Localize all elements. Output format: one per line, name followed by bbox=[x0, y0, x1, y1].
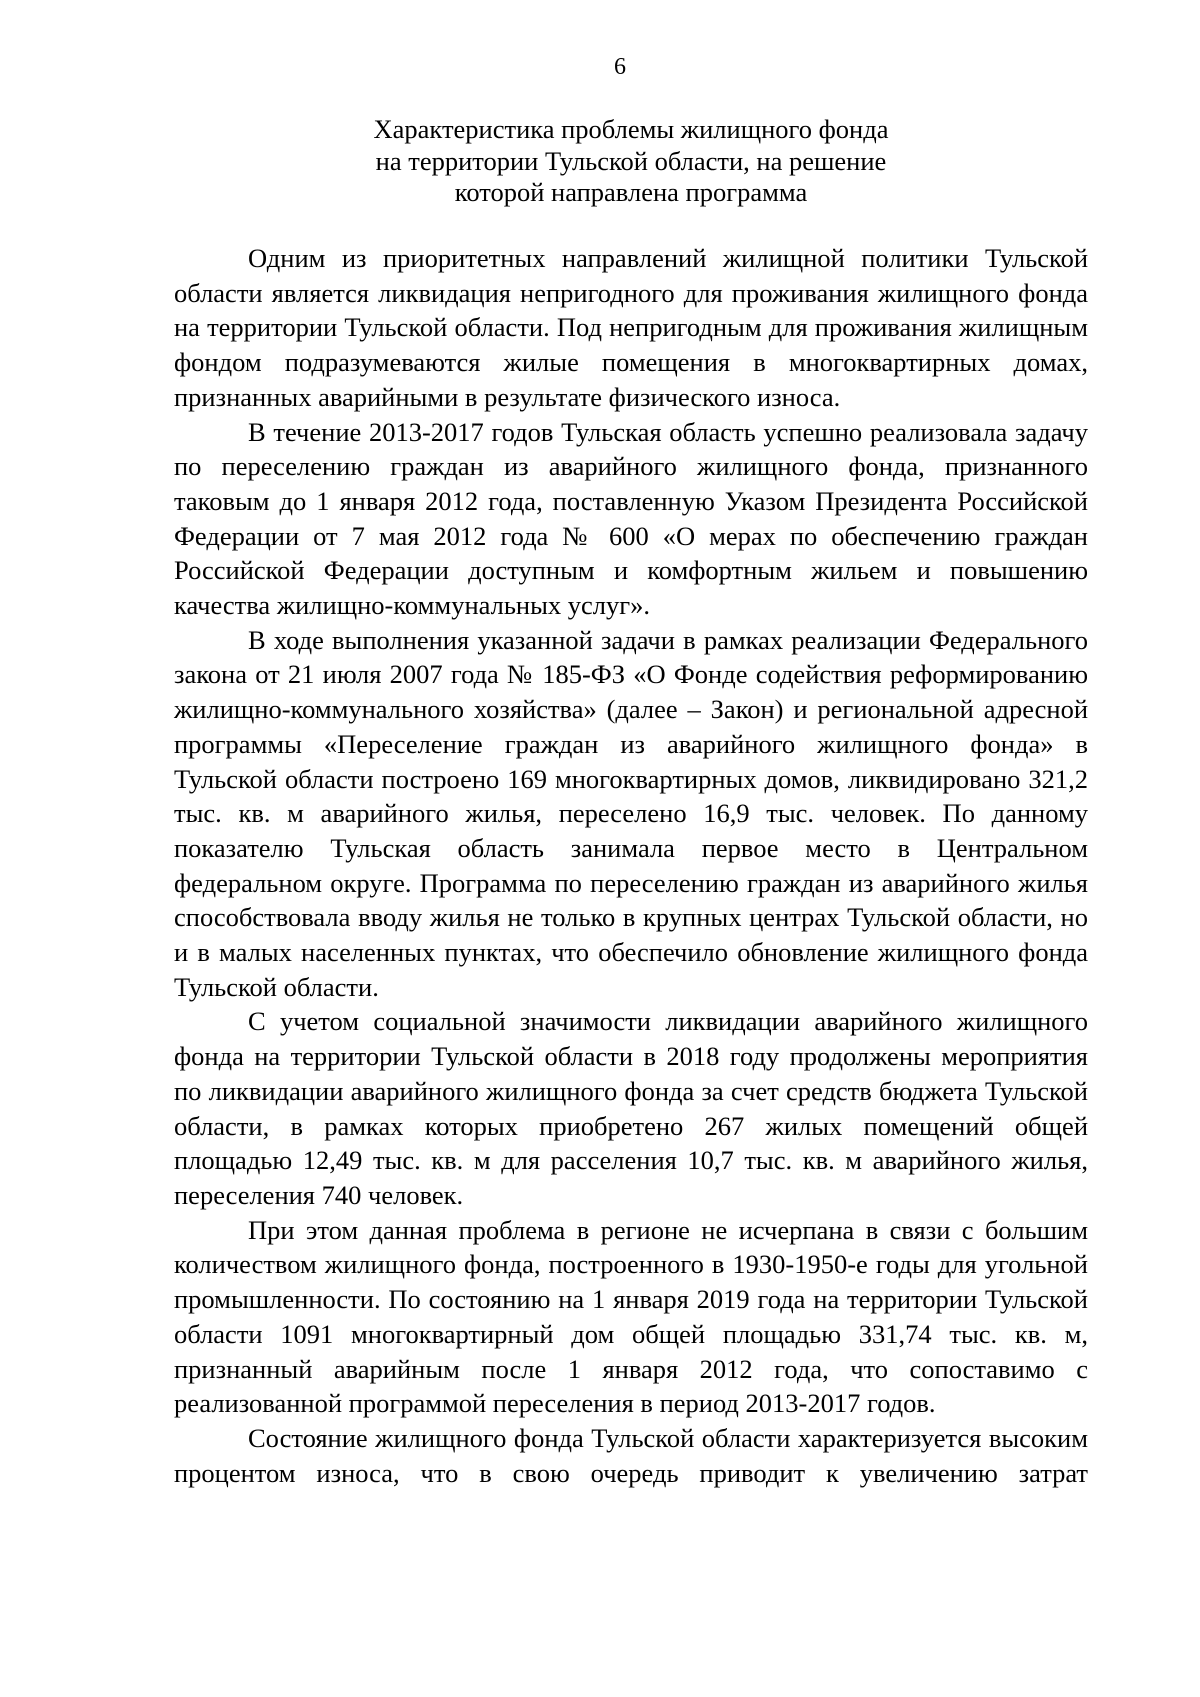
paragraph: С учетом социальной значимости ликвидации аварийного жилищного фонда на территории Тульской области в 2018 году продолжены мероприятия по ликвидации аварийного жилищного фонда за счет средств бюджета Тульской области, в рамках которых приобретено 267 жилых помещений общей площадью 12,49 тыс. кв. м для расселения 10,7 тыс. кв. м аварийного жилья, переселения 740 человек. bbox=[174, 1006, 1088, 1210]
heading-line: которой направлена программа bbox=[454, 177, 808, 207]
paragraph: Одним из приоритетных направлений жилищной политики Тульской области является ликвидация непригодного для проживания жилищного фонда на территории Тульской области. Под непригодным для проживания жилищным фондом подразумеваются жилые помещения в многоквартирных домах, признанных аварийными в результате физического износа. bbox=[174, 243, 1088, 412]
section-heading bbox=[174, 114, 1088, 209]
heading-line: Характеристика проблемы жилищного фонда bbox=[373, 114, 889, 144]
paragraph: Состояние жилищного фонда Тульской области характеризуется высоким процентом износа, что в свою очередь приводит к увеличению затрат bbox=[174, 1422, 1088, 1488]
body-text bbox=[174, 241, 1088, 1490]
heading-line: на территории Тульской области, на решение bbox=[375, 145, 887, 176]
paragraph: При этом данная проблема в регионе не исчерпана в связи с большим количеством жилищного фонда, построенного в 1930-1950-е годы для угольной промышленности. По состоянию на 1 января 2019 года на территории Тульской области 1091 многоквартирный дом общей площадью 331,74 тыс. кв. м, признанный аварийным после 1 января 2012 года, что сопоставимо с реализованной программой переселения в период 2013-2017 годов. bbox=[174, 1214, 1088, 1419]
paragraph: В ходе выполнения указанной задачи в рамках реализации Федерального закона от 21 июля 2007 года № 185-ФЗ «О Фонде содействия реформированию жилищно-коммунального хозяйства» (далее – Закон) и региональной адресной программы «Переселение граждан из аварийного жилищного фонда» в Тульской области построено 169 многоквартирных домов, ликвидировано 321,2 тыс. кв. м аварийного жилья, переселено 16,9 тыс. человек. По данному показателю Тульская область занимала первое место в Центральном федеральном округе. Программа по переселению граждан из аварийного жилья способствовала вводу жилья не только в крупных центрах Тульской области, но и в малых населенных пунктах, что обеспечило обновление жилищного фонда Тульской области. bbox=[174, 624, 1088, 1002]
paragraph: В течение 2013-2017 годов Тульская область успешно реализовала задачу по переселению граждан из аварийного жилищного фонда, признанного таковым до 1 января 2012 года, поставленную Указом Президента Российской Федерации от 7 мая 2012 года № 600 «О мерах по обеспечению граждан Российской Федерации доступным и комфортным жильем и повышению качества жилищно-коммунальных услуг». bbox=[174, 416, 1088, 621]
page-number: 6 bbox=[614, 54, 626, 80]
